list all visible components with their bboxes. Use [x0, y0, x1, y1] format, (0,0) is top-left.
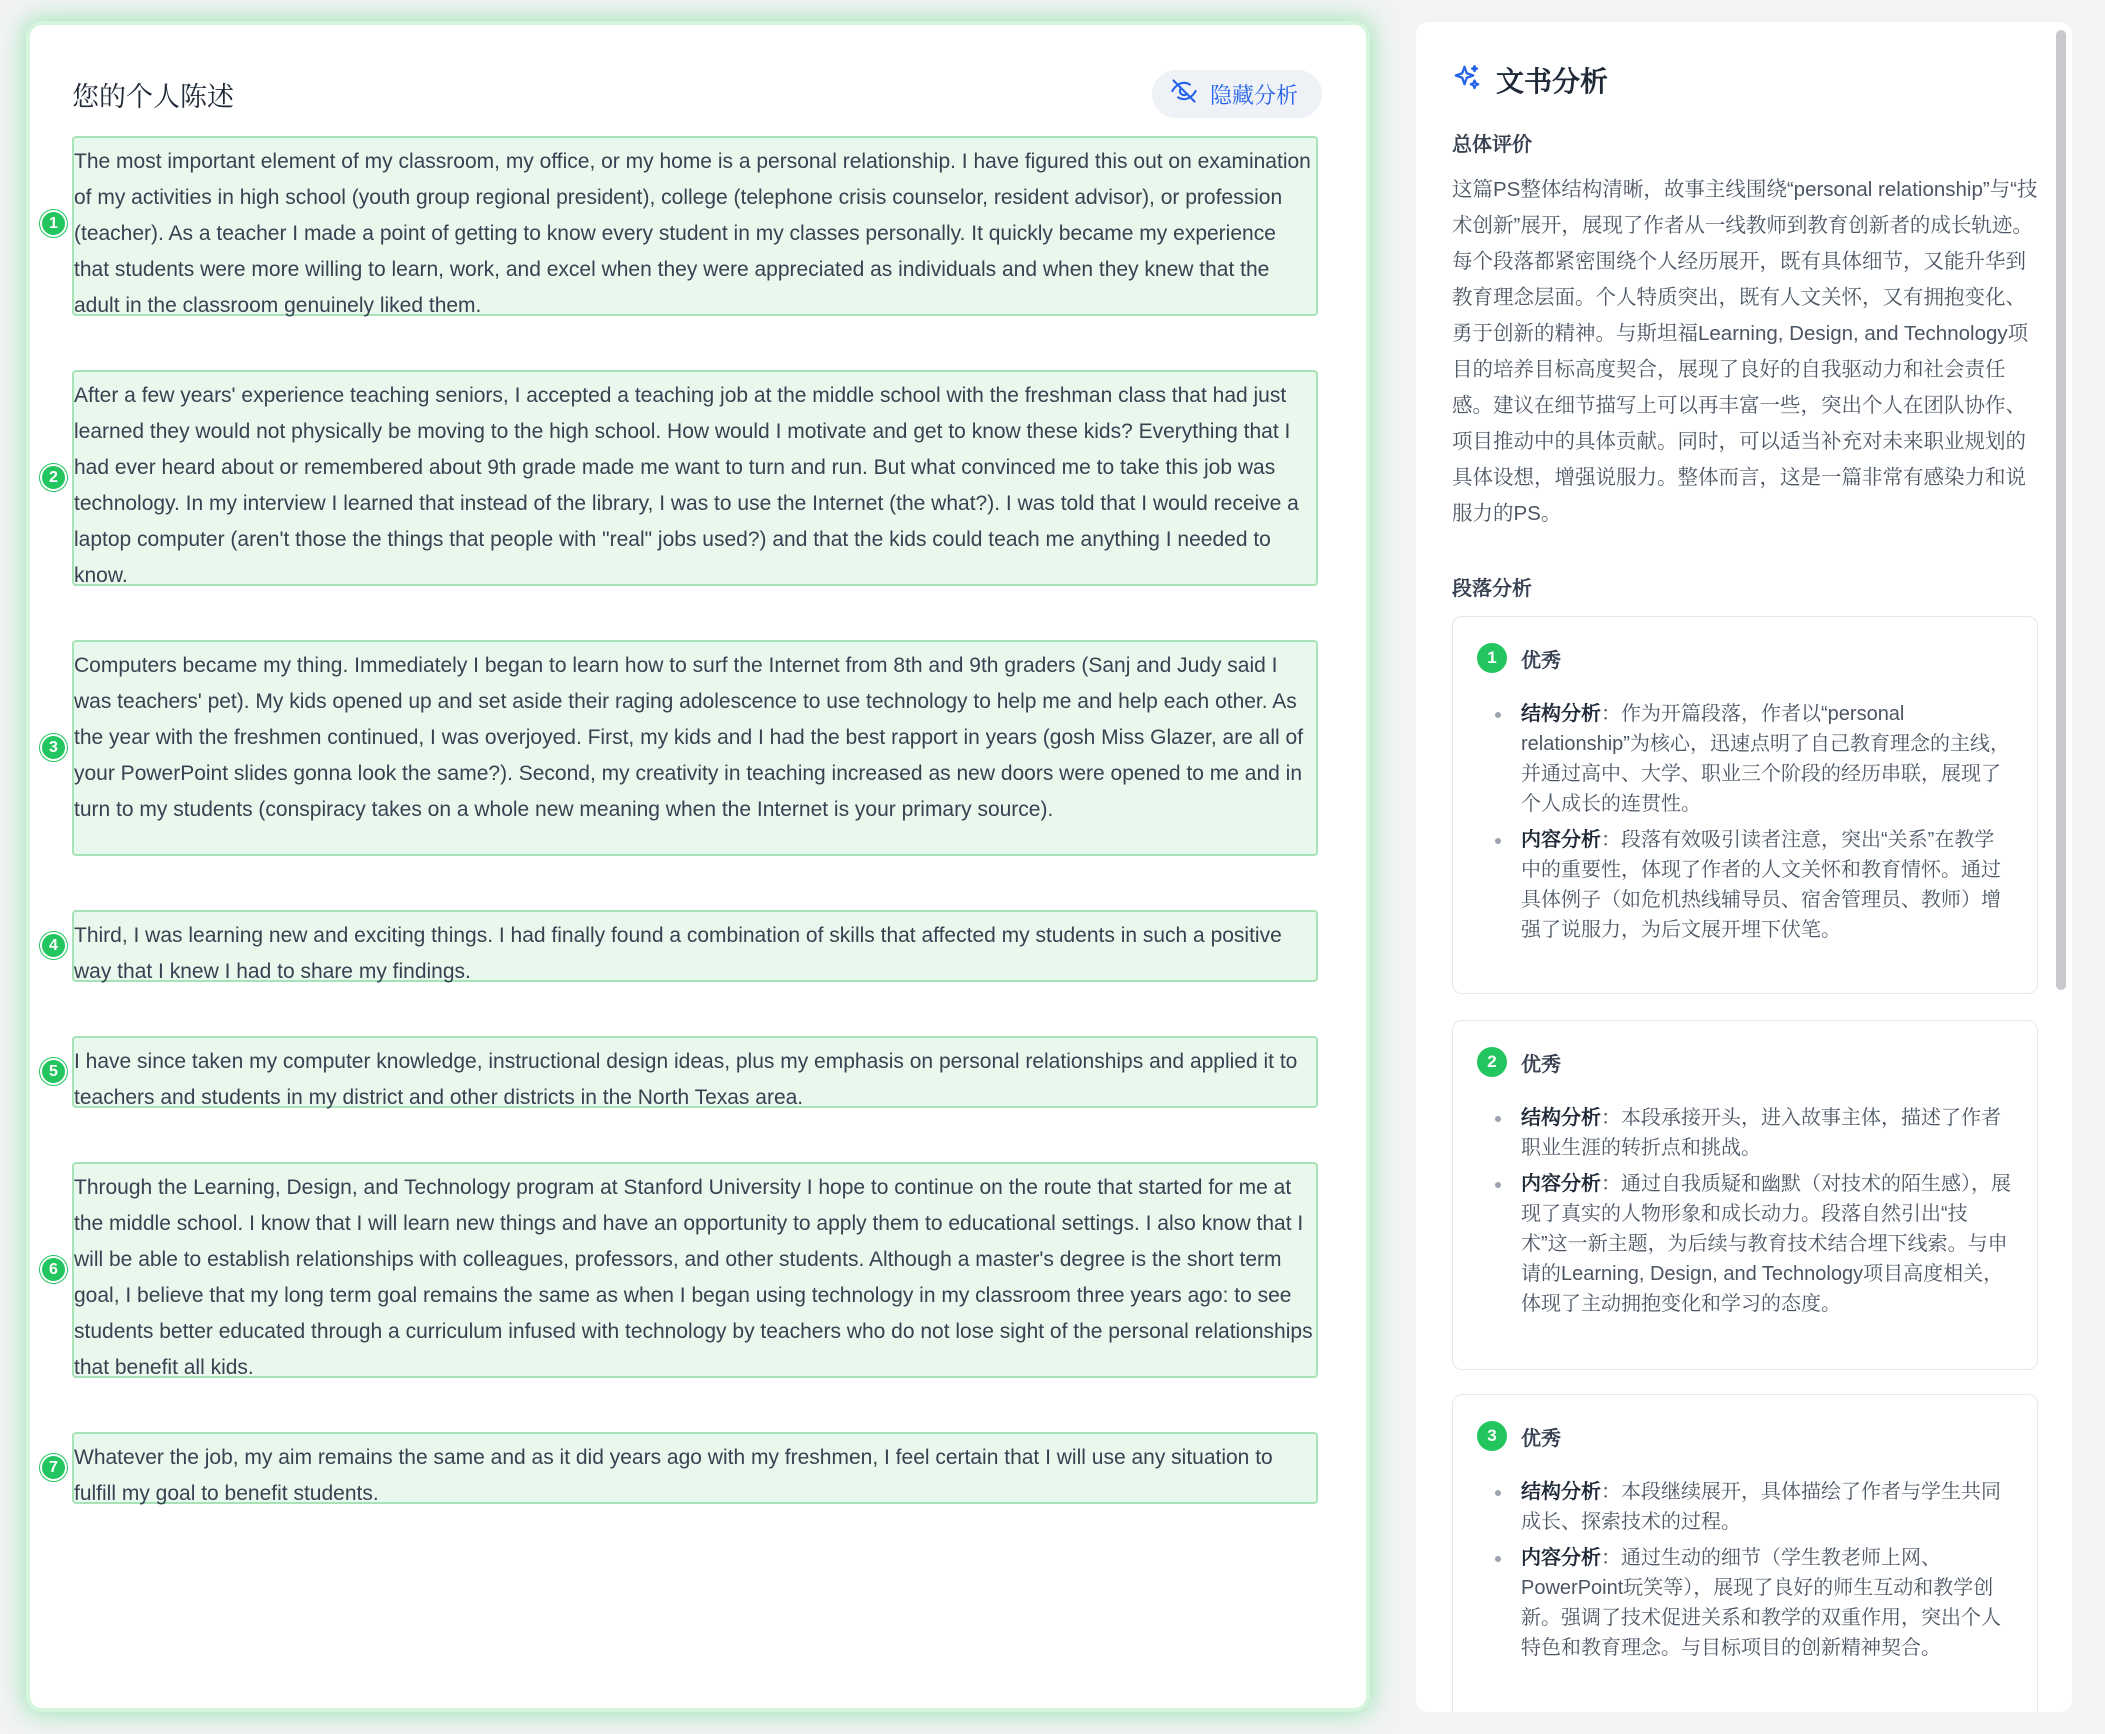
paragraph-text: After a few years' experience teaching seniors, I accepted a teaching job at the middle school with the freshman class that had just learned they would not physically be moving to the high school. How would I motivate and get to know these kids? Everything that I had ever heard about or remembered about 9th grade made me want to turn and run. But what convinced me to take this job was technology. In my interview I learned that instead of the library, I was to use the Internet (the what?). I was told that I would receive a laptop computer (aren't those the things that people with "real" jobs used?) and that the kids could teach me anything I needed to know. [74, 384, 1299, 587]
paragraph-text: Third, I was learning new and exciting things. I had finally found a combination of skills that affected my students in such a positive way that I knew I had to share my findings. [74, 924, 1282, 983]
essay-panel [30, 25, 1366, 1708]
paragraph-number-badge: 1 [40, 210, 67, 237]
paragraph-text: I have since taken my computer knowledge, instructional design ideas, plus my emphasis on personal relationships and applied it to teachers and students in my district and other districts in the North Texas area. [74, 1050, 1298, 1109]
grade-label: 优秀 [1521, 1053, 1561, 1076]
essay-paragraph-1[interactable] [49, 136, 1318, 317]
eye-off-icon [1170, 77, 1198, 111]
paragraph-analysis-card-2 [1452, 1020, 2038, 1370]
card-header [1477, 1047, 1561, 1077]
overall-label: 总体评价 [1452, 134, 1532, 156]
grade-label: 优秀 [1521, 1427, 1561, 1450]
analysis-list [1521, 1103, 2011, 1325]
analysis-list [1521, 1477, 2011, 1669]
overall-evaluation-text: 这篇PS整体结构清晰，故事主线围绕“personal relationship”与“技术创新”展开，展现了作者从一线教师到教育创新者的成长轨迹。每个段落都紧密围绕个人经历展开，既有具体细节，又能升华到教育理念层面。个人特质突出，既有人文关怀，又有拥抱变化、勇于创新的精神。与斯坦福Learning, Design, and Technology项目的培养目标高度契合，展现了良好的自我驱动力和社会责任感。建议在细节描写上可以再丰富一些，突出个人在团队协作、项目推动中的具体贡献。同时，可以适当补充对未来职业规划的具体设想，增强说服力。整体而言，这是一篇非常有感染力和说服力的PS。 [1452, 178, 2038, 525]
structure-analysis-item: 结构分析：本段继续展开，具体描绘了作者与学生共同成长、探索技术的过程。 [1521, 1477, 2011, 1537]
analysis-title: 文书分析 [1496, 66, 1609, 97]
structure-analysis-item: 结构分析：作为开篇段落，作者以“personal relationship”为核心，迅速点明了自己教育理念的主线，并通过高中、大学、职业三个阶段的经历串联，展现了个人成长的连贯性。 [1521, 699, 2011, 819]
content-text: 段落有效吸引读者注意，突出“关系”在教学中的重要性，体现了作者的人文关怀和教育情怀。通过具体例子（如危机热线辅导员、宿舍管理员、教师）增强了说服力，为后文展开埋下伏笔。 [1521, 829, 2001, 941]
paragraph-number-badge: 2 [40, 464, 67, 491]
essay-paragraph-4[interactable] [49, 910, 1318, 983]
paragraph-number-badge: 5 [40, 1058, 67, 1085]
paragraph-text: Computers became my thing. Immediately I began to learn how to surf the Internet from 8th and 9th graders (Sanj and Judy said I was teachers' pet). My kids opened up and set aside their raging adolescence to use technology to help me and help each other. As the year with the freshmen continued, I was overjoyed. First, my kids and I had the best rapport in years (gosh Miss Glazer, are all of your PowerPoint slides gonna look the same?). Second, my creativity in teaching increased as new doors were opened to me and in turn to my students (conspiracy takes on a whole new meaning when the Internet is your primary source). [74, 654, 1304, 821]
paragraph-number-badge: 7 [40, 1454, 67, 1481]
paragraph-number-badge: 2 [1477, 1047, 1507, 1077]
analysis-panel [1416, 22, 2072, 1712]
content-analysis-item: 内容分析：通过自我质疑和幽默（对技术的陌生感），展现了真实的人物形象和成长动力。段落自然引出“技术”这一新主题，为后续与教育技术结合埋下线索。与申请的Learning, Design, and Technology项目高度相关，体现了主动拥抱变化和学习的态度。 [1521, 1169, 2011, 1319]
structure-label: 结构分析 [1521, 1481, 1601, 1503]
analysis-list [1521, 699, 2011, 951]
structure-text: 作为开篇段落，作者以“personal relationship”为核心，迅速点明了自己教育理念的主线，并通过高中、大学、职业三个阶段的经历串联，展现了个人成长的连贯性。 [1521, 703, 2010, 815]
paragraph-number-badge: 1 [1477, 643, 1507, 673]
page-title: 您的个人陈述 [72, 81, 234, 112]
hide-analysis-button[interactable] [1152, 70, 1322, 118]
paragraph-number-badge: 3 [40, 734, 67, 761]
structure-label: 结构分析 [1521, 1107, 1601, 1129]
essay-paragraph-3[interactable] [49, 640, 1318, 856]
grade-label: 优秀 [1521, 649, 1561, 672]
essay-paragraph-2[interactable] [49, 370, 1318, 587]
content-label: 内容分析 [1521, 829, 1601, 851]
scrollbar-thumb[interactable] [2056, 30, 2066, 990]
content-label: 内容分析 [1521, 1547, 1601, 1569]
content-text: 通过生动的细节（学生教老师上网、PowerPoint玩笑等），展现了良好的师生互动和教学创新。强调了技术促进关系和教学的双重作用，突出个人特色和教育理念。与目标项目的创新精神契合。 [1521, 1547, 2001, 1659]
structure-text: 本段承接开头，进入故事主体，描述了作者职业生涯的转折点和挑战。 [1521, 1107, 2001, 1159]
card-header [1477, 643, 1561, 673]
paragraph-analysis-card-3 [1452, 1394, 2038, 1712]
paragraph-analysis-card-1 [1452, 616, 2038, 994]
sparkles-icon [1452, 63, 1482, 98]
essay-paragraph-6[interactable] [49, 1162, 1318, 1379]
hide-analysis-label: 隐藏分析 [1209, 82, 1298, 108]
content-text: 通过自我质疑和幽默（对技术的陌生感），展现了真实的人物形象和成长动力。段落自然引出“技术”这一新主题，为后续与教育技术结合埋下线索。与申请的Learning, Design, and Technology项目高度相关，体现了主动拥抱变化和学习的态度。 [1521, 1173, 2011, 1315]
essay-header [72, 69, 1322, 119]
essay-paragraph-7[interactable] [49, 1432, 1318, 1505]
card-header [1477, 1421, 1561, 1451]
content-analysis-item: 内容分析：段落有效吸引读者注意，突出“关系”在教学中的重要性，体现了作者的人文关怀和教育情怀。通过具体例子（如危机热线辅导员、宿舍管理员、教师）增强了说服力，为后文展开埋下伏笔。 [1521, 825, 2011, 945]
analysis-header [1452, 60, 1608, 100]
paragraph-text: The most important element of my classroom, my office, or my home is a personal relationship. I have figured this out on examination of my activities in high school (youth group regional president), college (telephone crisis counselor, resident advisor), or profession (teacher). As a teacher I made a point of getting to know every student in my classes personally. It quickly became my experience that students were more willing to learn, work, and excel when they were appreciated as individuals and when they knew that the adult in the classroom genuinely liked them. [74, 150, 1311, 317]
content-analysis-item: 内容分析：通过生动的细节（学生教老师上网、PowerPoint玩笑等），展现了良好的师生互动和教学创新。强调了技术促进关系和教学的双重作用，突出个人特色和教育理念。与目标项目的创新精神契合。 [1521, 1543, 2011, 1663]
structure-analysis-item: 结构分析：本段承接开头，进入故事主体，描述了作者职业生涯的转折点和挑战。 [1521, 1103, 2011, 1163]
content-label: 内容分析 [1521, 1173, 1601, 1195]
paragraph-number-badge: 6 [40, 1256, 67, 1283]
structure-label: 结构分析 [1521, 703, 1601, 725]
paragraph-text: Whatever the job, my aim remains the same and as it did years ago with my freshmen, I feel certain that I will use any situation to fulfill my goal to benefit students. [74, 1446, 1273, 1505]
paragraph-analysis-label: 段落分析 [1452, 578, 1532, 600]
essay-paragraph-5[interactable] [49, 1036, 1318, 1109]
paragraph-number-badge: 3 [1477, 1421, 1507, 1451]
paragraph-number-badge: 4 [40, 932, 67, 959]
paragraph-text: Through the Learning, Design, and Technology program at Stanford University I hope to continue on the route that started for me at the middle school. I know that I will learn new things and have an opportunity to apply them to educational settings. I also know that I will be able to establish relationships with colleagues, professors, and other students. Although a master's degree is the short term goal, I believe that my long term goal remains the same as when I began using technology in my classroom three years ago: to see students better educated through a curriculum infused with technology by teachers who do not lose sight of the personal relationships that benefit all kids. [74, 1176, 1313, 1379]
structure-text: 本段继续展开，具体描绘了作者与学生共同成长、探索技术的过程。 [1521, 1481, 2001, 1533]
